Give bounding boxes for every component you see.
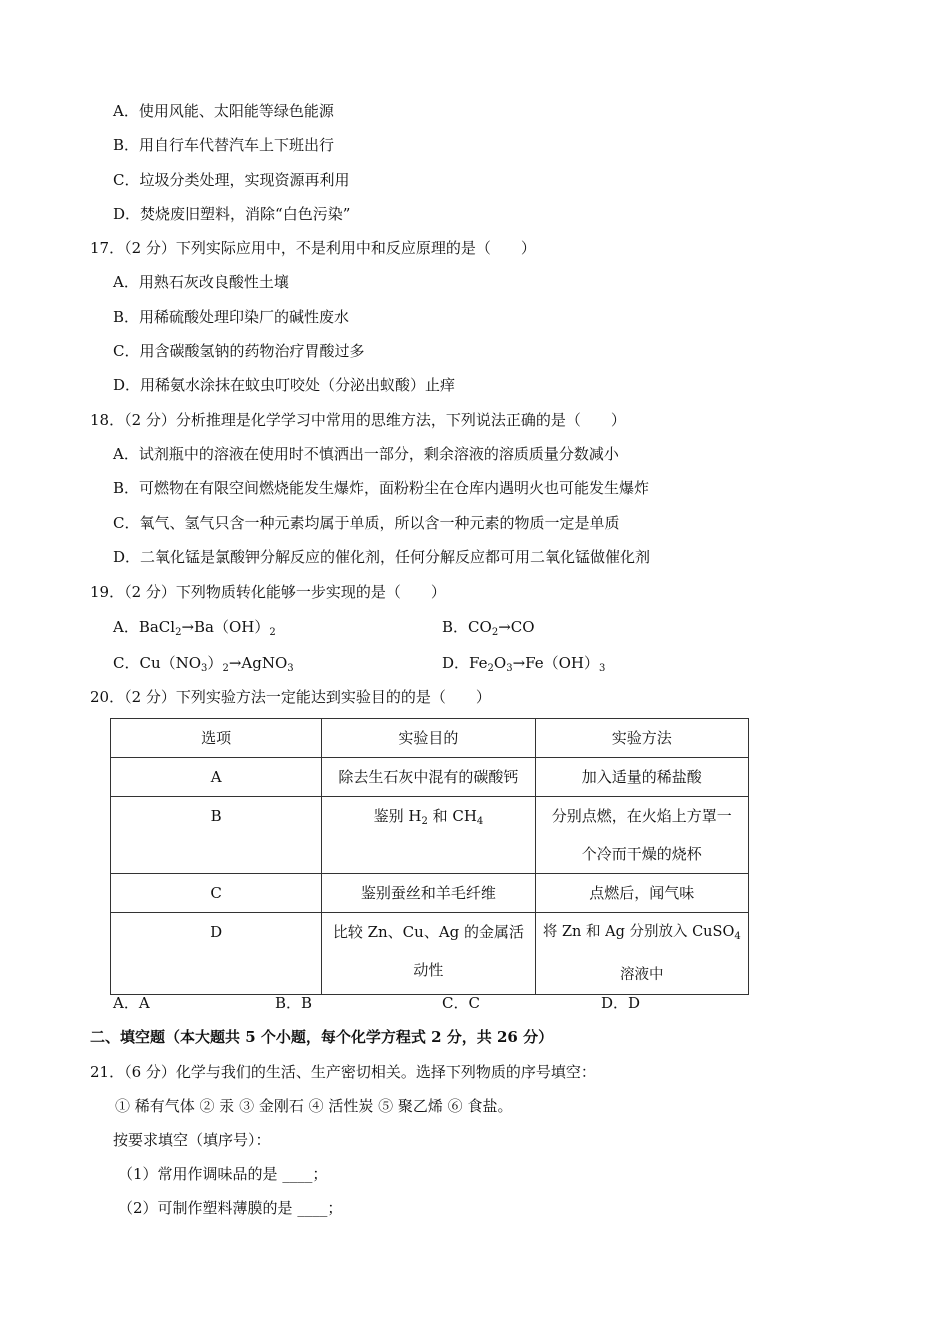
header-method: 实验方法 <box>535 719 748 758</box>
q21-instruction: 按要求填空（填序号）： <box>113 1131 271 1149</box>
row-a-method: 加入适量的稀盐酸 <box>535 758 748 797</box>
q20-answer-b: B．B <box>275 994 313 1012</box>
q18-option-c: C．氧气、氢气只含一种元素均属于单质，所以含一种元素的物质一定是单质 <box>113 514 620 532</box>
q19-stem: 19．（2 分）下列物质转化能够一步实现的是（ ） <box>90 583 446 601</box>
q18-option-d: D．二氧化锰是氯酸钾分解反应的催化剂，任何分解反应都可用二氧化锰做催化剂 <box>113 548 651 566</box>
q18-option-b: B．可燃物在有限空间燃烧能发生爆炸，面粉粉尘在仓库内遇明火也可能发生爆炸 <box>113 479 650 497</box>
q21-stem: 21．（6 分）化学与我们的生活、生产密切相关。选择下列物质的序号填空： <box>90 1063 596 1081</box>
q20-answer-c: C．C <box>442 994 480 1012</box>
q17-stem: 17．（2 分）下列实际应用中，不是利用中和反应原理的是（ ） <box>90 239 536 257</box>
table-header-row <box>111 719 749 758</box>
row-b-method: 分别点燃，在火焰上方罩一 个冷而干燥的烧杯 <box>535 797 748 874</box>
q18-stem: 18．（2 分）分析推理是化学学习中常用的思维方法，下列说法正确的是（ ） <box>90 411 626 429</box>
header-goal: 实验目的 <box>322 719 535 758</box>
table-row <box>111 797 749 874</box>
q16-option-b: B．用自行车代替汽车上下班出行 <box>113 136 335 154</box>
q20-answer-d: D．D <box>601 994 641 1012</box>
q17-option-c: C．用含碳酸氢钠的药物治疗胃酸过多 <box>113 342 365 360</box>
q16-option-c: C．垃圾分类处理，实现资源再利用 <box>113 171 350 189</box>
q16-option-d: D．焚烧废旧塑料，消除“白色污染” <box>113 205 351 223</box>
q21-sub2: （2）可制作塑料薄膜的是 ____； <box>118 1199 343 1217</box>
row-d-option: D <box>111 913 322 995</box>
q17-option-b: B．用稀硫酸处理印染厂的碱性废水 <box>113 308 350 326</box>
q19-option-c: C．$Cu(NO_3)_2\to AgNO_3$ <box>113 654 294 674</box>
q20-stem: 20．（2 分）下列实验方法一定能达到实验目的的是（ ） <box>90 688 491 706</box>
row-b-goal: 鉴别 $H_2$ 和 $CH_4$ <box>322 797 535 874</box>
table-row <box>111 913 749 995</box>
q17-option-d: D．用稀氨水涂抹在蚊虫叮咬处（分泌出蚁酸）止痒 <box>113 376 456 394</box>
header-option: 选项 <box>111 719 322 758</box>
row-a-goal: 除去生石灰中混有的碳酸钙 <box>322 758 535 797</box>
row-d-goal: 比较 Zn、Cu、Ag 的金属活 动性 <box>322 913 535 995</box>
row-d-method: 将 Zn 和 Ag 分别放入 CuSO$_4$ 溶液中 <box>535 913 748 995</box>
table-row <box>111 874 749 913</box>
q17-option-a: A．用熟石灰改良酸性土壤 <box>113 273 289 291</box>
q19-option-d: D．$Fe_2O_3\to Fe(OH)_3$ <box>442 654 606 674</box>
q19-option-a: A．$BaCl_2\to Ba(OH)_2$ <box>113 618 276 638</box>
q20-answer-a: A．A <box>113 994 150 1012</box>
row-c-option: C <box>111 874 322 913</box>
q18-option-a: A．试剂瓶中的溶液在使用时不慎洒出一部分，剩余溶液的溶质质量分数减小 <box>113 445 619 463</box>
section-heading: 二、填空题（本大题共 5 个小题，每个化学方程式 2 分，共 26 分） <box>90 1028 554 1046</box>
q20-table <box>110 718 749 995</box>
row-c-method: 点燃后，闻气味 <box>535 874 748 913</box>
row-a-option: A <box>111 758 322 797</box>
q21-sub1: （1）常用作调味品的是 ____； <box>118 1165 328 1183</box>
table-row <box>111 758 749 797</box>
q21-items: ① 稀有气体 ② 汞 ③ 金刚石 ④ 活性炭 ⑤ 聚乙烯 ⑥ 食盐。 <box>115 1097 513 1115</box>
row-c-goal: 鉴别蚕丝和羊毛纤维 <box>322 874 535 913</box>
row-b-option: B <box>111 797 322 874</box>
q16-option-a: A．使用风能、太阳能等绿色能源 <box>113 102 334 120</box>
q19-option-b: B．$CO_2\to CO$ <box>442 618 535 638</box>
